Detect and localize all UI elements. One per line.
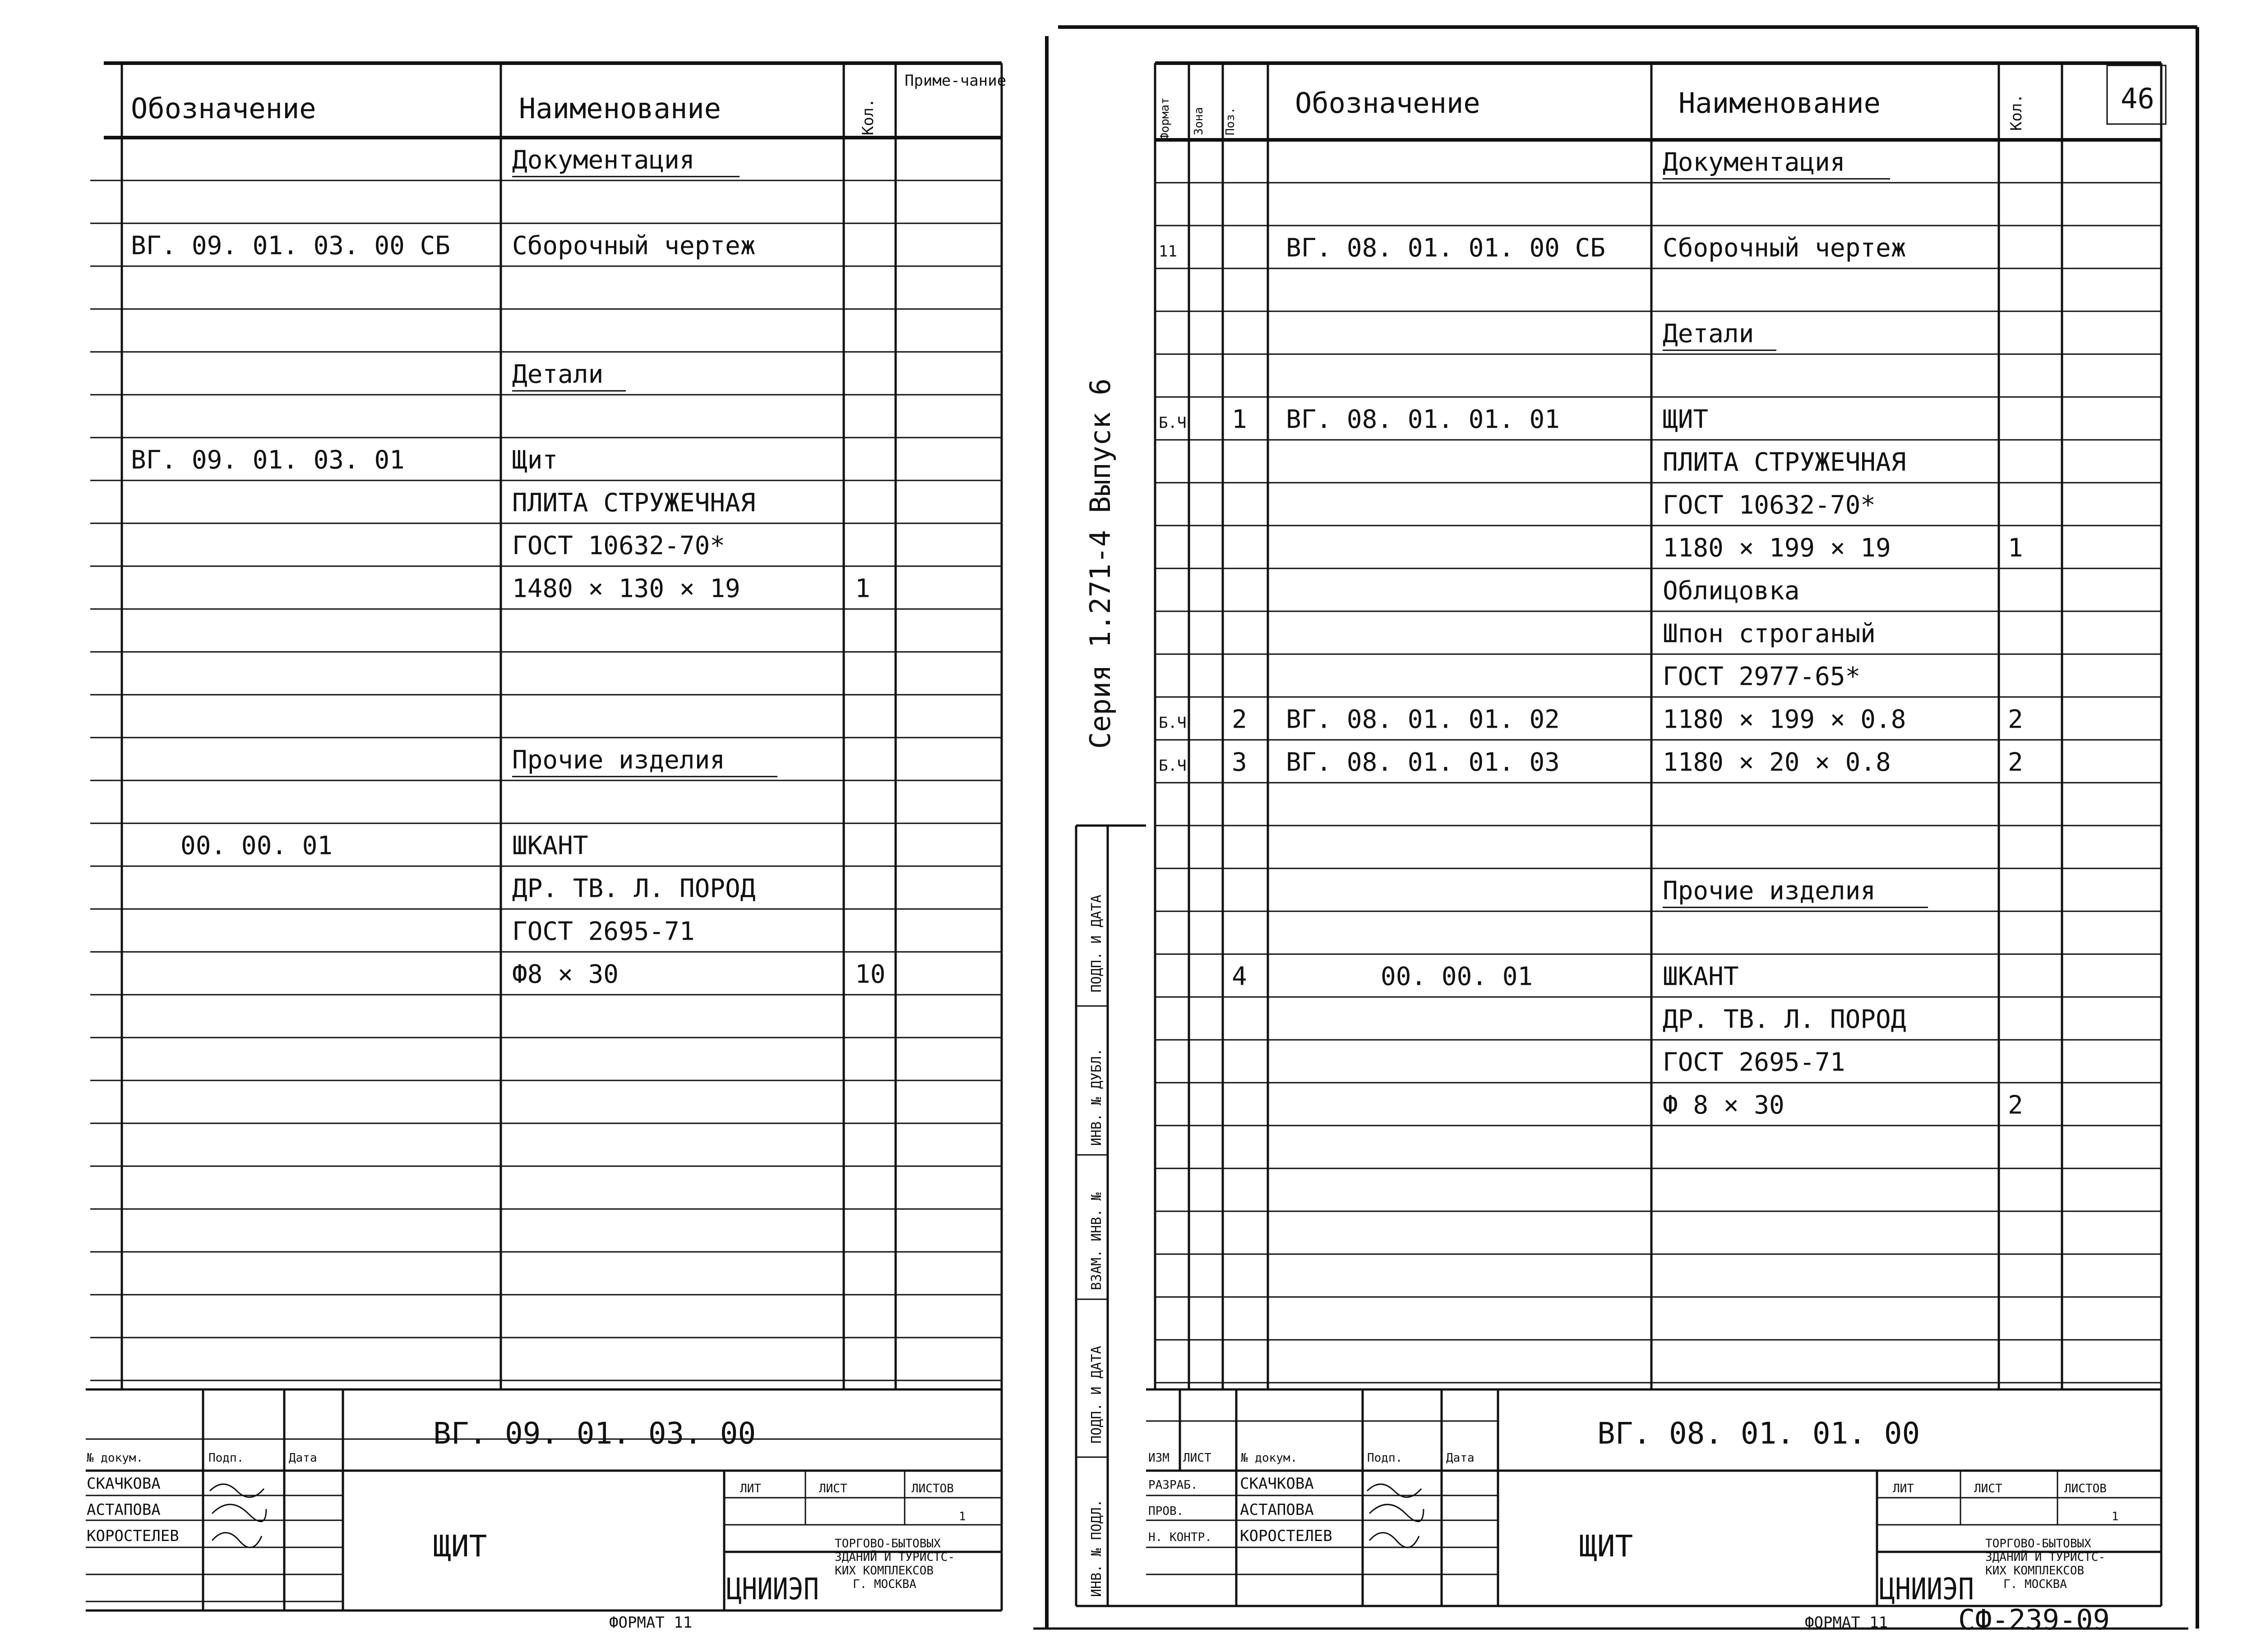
right-row-1-format: 11: [1159, 242, 1177, 261]
left-stamp-lit: ЛИТ: [740, 1482, 761, 1495]
left-stamp-person-1: СКАЧКОВА: [87, 1475, 161, 1493]
right-stamp-role-1: РАЗРАБ.: [1148, 1478, 1198, 1492]
right-stamp-person-3: КОРОСТЕЛЕВ: [1240, 1527, 1332, 1545]
right-stamp-col-date: Дата: [1446, 1451, 1475, 1465]
left-header-kol: Кол.: [859, 98, 877, 135]
right-stamp-person-2: АСТАПОВА: [1240, 1501, 1314, 1519]
right-row-10-format: Б.Ч: [1159, 714, 1187, 732]
series-label: Серия 1.271-4 Выпуск 6: [1084, 378, 1117, 749]
left-header-oboznachenie: Обозначение: [131, 92, 316, 125]
left-row-7-naimenovanie: Прочие изделия: [512, 745, 726, 775]
side-label-2: ИНВ. № ДУБЛ.: [1089, 1048, 1105, 1146]
side-label-3: ВЗАМ. ИНВ. №: [1089, 1192, 1105, 1290]
side-label-1: ПОДП. И ДАТА: [1089, 895, 1105, 992]
right-stamp-col-docnum: № докум.: [1241, 1451, 1298, 1465]
right-stamp-col-sign: Подп.: [1367, 1451, 1403, 1465]
right-row-1-naimenovanie: Сборочный чертеж: [1663, 233, 1906, 263]
left-stamp-org-line-2: ЗДАНИЙ И ТУРИСТС-: [835, 1550, 955, 1564]
right-title-block: [1146, 1389, 2161, 1636]
right-stamp-list: ЛИСТ: [1974, 1482, 2002, 1495]
left-row-9-naimenovanie: ДР. ТВ. Л. ПОРОД: [512, 874, 756, 904]
right-stamp-signatures: [1367, 1484, 1424, 1547]
right-stamp-code: ВГ. 08. 01. 01. 00: [1597, 1416, 1920, 1451]
side-label-5: ИНВ. № ПОДЛ.: [1089, 1499, 1105, 1597]
left-header-naimenovanie: Наименование: [519, 92, 721, 125]
right-row-13-poz: 4: [1232, 962, 1247, 992]
right-row-13-oboznachenie: 00. 00. 01: [1381, 962, 1533, 992]
right-stamp-person-1: СКАЧКОВА: [1240, 1475, 1314, 1493]
right-format-label: ФОРМАТ 11: [1805, 1614, 1888, 1632]
left-stamp-signatures: [210, 1484, 266, 1547]
right-row-11-format: Б.Ч: [1159, 757, 1187, 775]
side-label-4: ПОДП. И ДАТА: [1089, 1346, 1105, 1444]
right-row-10-oboznachenie: ВГ. 08. 01. 01. 02: [1286, 705, 1560, 734]
left-row-3-oboznachenie: ВГ. 09. 01. 03. 01: [131, 445, 405, 475]
left-row-0-naimenovanie: Документация: [512, 145, 695, 175]
right-row-16-naimenovanie: Ф 8 × 30: [1663, 1090, 1784, 1120]
left-row-8-oboznachenie: 00. 00. 01: [180, 831, 333, 861]
right-row-2-naimenovanie: Детали: [1663, 319, 1754, 349]
right-stamp-col-list: ЛИСТ: [1183, 1451, 1211, 1465]
right-stamp-listov-value: 1: [2112, 1510, 2119, 1523]
left-row-1-oboznachenie: ВГ. 09. 01. 03. 00 СБ: [131, 231, 451, 261]
left-specification: [90, 63, 1006, 1389]
right-row-11-oboznachenie: ВГ. 08. 01. 01. 03: [1286, 748, 1560, 777]
left-row-5-naimenovanie: ГОСТ 10632-70*: [512, 531, 726, 561]
left-row-4-naimenovanie: ПЛИТА СТРУЖЕЧНАЯ: [512, 488, 756, 518]
left-stamp-person-2: АСТАПОВА: [87, 1501, 161, 1519]
right-row-1-oboznachenie: ВГ. 08. 01. 01. 00 СБ: [1286, 233, 1606, 263]
right-row-3-naimenovanie: ЩИТ: [1663, 405, 1709, 434]
catalog-code: СФ-239-09: [1958, 1603, 2110, 1636]
right-row-9-naimenovanie: ГОСТ 2977-65*: [1663, 662, 1861, 692]
right-header-poz: Поз.: [1224, 107, 1237, 135]
right-row-0-naimenovanie: Документация: [1663, 148, 1845, 177]
right-stamp-col-izm: ИЗМ: [1148, 1451, 1170, 1465]
left-stamp-code: ВГ. 09. 01. 03. 00: [433, 1416, 756, 1451]
right-row-10-kol: 2: [2008, 705, 2023, 734]
sheet-number: 46: [2121, 82, 2154, 115]
left-row-11-naimenovanie: Ф8 × 30: [512, 960, 619, 989]
left-row-6-naimenovanie: 1480 × 130 × 19: [512, 574, 740, 604]
right-row-13-naimenovanie: ШКАНТ: [1663, 962, 1739, 992]
left-stamp-org-line-1: ТОРГОВО-БЫТОВЫХ: [835, 1537, 941, 1550]
left-stamp-org-line-3: КИХ КОМПЛЕКСОВ: [835, 1564, 934, 1578]
right-row-15-naimenovanie: ГОСТ 2695-71: [1663, 1047, 1845, 1077]
right-row-8-naimenovanie: Шпон строганый: [1663, 619, 1876, 649]
left-title-block: [86, 1389, 1002, 1632]
right-row-10-poz: 2: [1232, 705, 1247, 734]
right-row-12-naimenovanie: Прочие изделия: [1663, 876, 1876, 906]
left-stamp-col-date: Дата: [289, 1451, 317, 1465]
right-stamp-listov: ЛИСТОВ: [2064, 1482, 2107, 1495]
right-stamp-org-line-3: КИХ КОМПЛЕКСОВ: [1985, 1564, 2085, 1578]
right-row-3-format: Б.Ч: [1159, 414, 1187, 432]
right-stamp-org-line-4: Г. МОСКВА: [2003, 1578, 2067, 1591]
left-row-8-naimenovanie: ШКАНТ: [512, 831, 588, 861]
right-header-zona: Зона: [1192, 107, 1206, 135]
right-stamp-name: ЩИТ: [1579, 1529, 1633, 1564]
right-row-10-naimenovanie: 1180 × 199 × 0.8: [1663, 705, 1906, 734]
right-stamp-role-2: ПРОВ.: [1148, 1504, 1184, 1518]
left-row-1-naimenovanie: Сборочный чертеж: [512, 231, 756, 261]
right-stamp-org-line-1: ТОРГОВО-БЫТОВЫХ: [1985, 1537, 2091, 1550]
left-row-3-naimenovanie: Щит: [512, 445, 558, 475]
left-stamp-listov-value: 1: [959, 1510, 966, 1523]
right-row-11-poz: 3: [1232, 748, 1247, 777]
right-row-7-naimenovanie: Облицовка: [1663, 576, 1800, 606]
right-stamp-role-3: Н. КОНТР.: [1148, 1531, 1212, 1544]
left-row-6-kol: 1: [855, 574, 870, 604]
right-row-4-naimenovanie: ПЛИТА СТРУЖЕЧНАЯ: [1663, 448, 1906, 477]
right-row-16-kol: 2: [2008, 1090, 2023, 1120]
middle-binding-strip: [1076, 378, 1146, 1606]
left-stamp-col-docnum: № докум.: [87, 1451, 143, 1465]
right-row-11-naimenovanie: 1180 × 20 × 0.8: [1663, 748, 1891, 777]
left-stamp-person-3: КОРОСТЕЛЕВ: [87, 1527, 179, 1545]
right-row-5-naimenovanie: ГОСТ 10632-70*: [1663, 490, 1876, 520]
right-row-14-naimenovanie: ДР. ТВ. Л. ПОРОД: [1663, 1005, 1906, 1034]
left-table-rows: [131, 145, 885, 989]
left-stamp-listov: ЛИСТОВ: [911, 1482, 954, 1495]
left-row-2-naimenovanie: Детали: [512, 360, 604, 389]
right-row-11-kol: 2: [2008, 748, 2023, 777]
left-stamp-org-line-4: Г. МОСКВА: [853, 1578, 916, 1591]
right-stamp-lit: ЛИТ: [1893, 1482, 1914, 1495]
right-row-6-naimenovanie: 1180 × 199 × 19: [1663, 533, 1891, 563]
right-stamp-org-logo: ЦНИИЭП: [1879, 1572, 1974, 1606]
left-stamp-org-logo: ЦНИИЭП: [726, 1572, 819, 1606]
right-row-3-oboznachenie: ВГ. 08. 01. 01. 01: [1286, 405, 1560, 434]
right-header-naimenovanie: Наименование: [1678, 87, 1881, 120]
right-stamp-org-line-2: ЗДАНИЙ И ТУРИСТС-: [1985, 1550, 2106, 1564]
left-format-label: ФОРМАТ 11: [609, 1614, 693, 1632]
left-stamp-col-sign: Подп.: [208, 1451, 244, 1465]
left-row-10-naimenovanie: ГОСТ 2695-71: [512, 917, 695, 946]
right-specification: [1155, 63, 2166, 1389]
left-stamp-name: ЩИТ: [433, 1529, 487, 1564]
right-header-format: Формат: [1158, 97, 1172, 140]
left-header-primechanie: Приме-чание: [905, 72, 1007, 90]
left-table-grid: [90, 63, 1002, 1389]
right-row-3-poz: 1: [1232, 405, 1247, 434]
right-header-oboznachenie: Обозначение: [1295, 87, 1480, 120]
left-stamp-list: ЛИСТ: [819, 1482, 847, 1495]
right-row-6-kol: 1: [2008, 533, 2023, 563]
left-row-11-kol: 10: [855, 960, 886, 989]
right-header-kol: Кол.: [2007, 94, 2025, 131]
right-table-rows: [1159, 148, 2023, 1120]
